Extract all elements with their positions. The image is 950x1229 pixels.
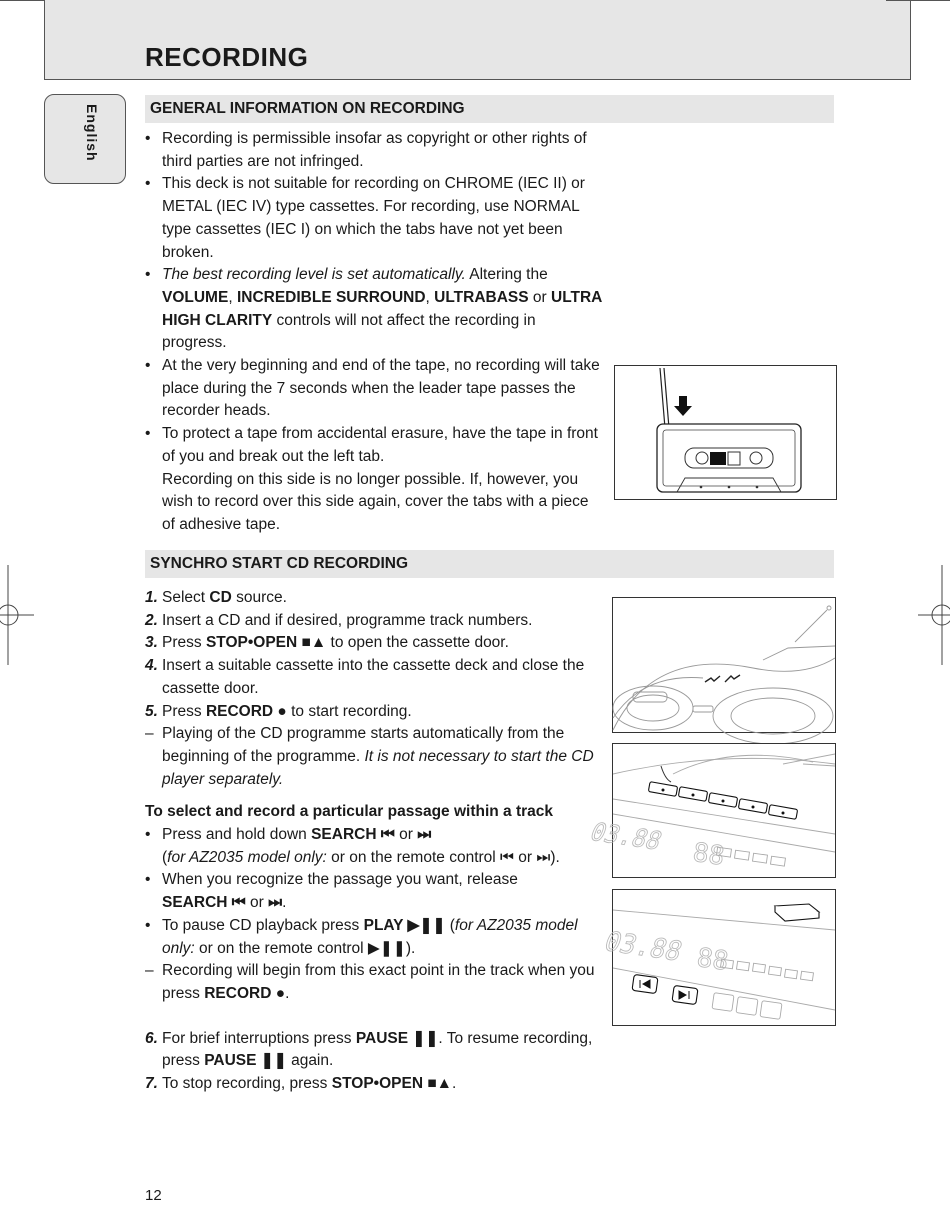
language-tab-label: English	[84, 104, 100, 162]
text: To stop recording, press	[162, 1075, 332, 1093]
header-rule	[910, 0, 911, 79]
control-name: SEARCH ⏮	[162, 894, 246, 912]
general-info-list	[145, 128, 603, 537]
control-name: SEARCH ⏮	[311, 826, 395, 844]
control-name: RECORD ●	[204, 984, 286, 1002]
text: or	[394, 826, 418, 844]
list-item: • This deck is not suitable for recording on CHROME (IEC II) or METAL (IEC IV) type cassettes. For recording, use NORMAL type cassettes (IEC I) on which the tabs have not yet been broken.	[145, 173, 603, 264]
step-item	[145, 1073, 605, 1096]
text: To pause CD playback press	[162, 916, 364, 934]
emphasis: The best recording level is set automatically.	[162, 266, 466, 284]
control-name: CD	[209, 589, 232, 606]
text: Playing of the CD programme starts automatically from the beginning of the programme.	[162, 725, 565, 765]
control-name: PAUSE ❚❚	[355, 1029, 439, 1047]
step-number: 5.	[145, 702, 158, 720]
text: or	[245, 894, 269, 912]
step-number: 1.	[145, 589, 158, 606]
section-heading-text: SYNCHRO START CD RECORDING	[150, 555, 409, 572]
text: ,	[425, 288, 435, 306]
text: Recording will begin from this exact point in the track when you press	[162, 962, 595, 1002]
section-heading-synchro	[145, 550, 834, 578]
device-display-icon	[600, 890, 835, 1025]
step-item	[145, 1028, 605, 1073]
control-name: STOP•OPEN ■▲	[331, 1075, 453, 1093]
cassette-icon	[615, 366, 836, 499]
step-number: 6.	[145, 1029, 158, 1047]
step-item	[145, 610, 605, 633]
text: Select	[162, 589, 210, 606]
text: to start recording.	[286, 702, 412, 720]
text: ,	[228, 288, 237, 306]
registration-mark-icon	[918, 565, 950, 665]
remote-search-figure	[600, 889, 836, 1026]
step-item	[145, 701, 605, 724]
cassette-door-figure	[612, 597, 836, 733]
cassette-tab-figure	[614, 365, 837, 500]
text: (	[445, 916, 455, 934]
control-name: ULTRABASS	[434, 288, 529, 306]
control-name: PAUSE ❚❚	[204, 1052, 287, 1070]
step-number: 2.	[145, 611, 158, 629]
spacer	[145, 1006, 605, 1028]
text: .	[285, 984, 290, 1002]
control-name: INCREDIBLE SURROUND	[236, 288, 426, 306]
text: again.	[286, 1052, 334, 1070]
text: .	[282, 894, 287, 912]
section-heading-text: GENERAL INFORMATION ON RECORDING	[150, 100, 465, 117]
text: Altering the	[465, 266, 548, 284]
control-name: VOLUME	[162, 288, 229, 306]
search-buttons-figure	[586, 743, 836, 878]
control-name: ⏭	[417, 826, 432, 844]
page-title: RECORDING	[145, 42, 309, 72]
control-name: PLAY ▶❚❚	[363, 916, 446, 934]
crop-mark	[886, 0, 950, 1]
step-item	[145, 655, 605, 700]
svg-text:03.88: 03.88	[586, 817, 667, 856]
text: When you recognize the passage you want, release	[162, 871, 518, 889]
step-item	[145, 587, 605, 610]
text: (	[162, 848, 168, 866]
text: controls will not affect the recording in progress.	[162, 311, 536, 352]
list-item: • At the very beginning and end of the tape, no recording will take place during the 7 seconds when the leader tape passes the recorder heads.	[145, 355, 603, 423]
list-item	[145, 264, 603, 355]
device-illustration-icon	[613, 598, 835, 732]
text: .	[452, 1075, 457, 1093]
step-number: 7.	[145, 1075, 158, 1093]
text: Insert a CD and if desired, programme track numbers.	[162, 611, 533, 629]
list-item	[145, 723, 605, 791]
registration-mark-icon	[0, 565, 34, 665]
text: or on the remote control ▶❚❚).	[194, 939, 416, 957]
device-panel-icon	[586, 744, 835, 877]
list-item: • Recording is permissible insofar as copyright or other rights of third parties are not infringed.	[145, 128, 603, 173]
list-item	[145, 915, 605, 960]
list-item	[145, 824, 605, 869]
crop-mark	[0, 0, 44, 1]
text: Press	[162, 702, 206, 720]
list-item-continuation: Recording on this side is no longer possible. If, however, you wish to record over this side again, cover the tabs with a piece of adhesive tape.	[162, 470, 589, 533]
step-number: 3.	[145, 634, 158, 652]
text: For brief interruptions press	[162, 1029, 356, 1047]
text: or on the remote control ⏮ or ⏭).	[326, 848, 560, 866]
step-item	[145, 632, 605, 655]
text: Press and hold down	[162, 826, 312, 844]
emphasis: for AZ2035 model only:	[162, 916, 578, 957]
synchro-steps	[145, 587, 605, 1096]
svg-text:88: 88	[695, 942, 731, 977]
list-item: • To protect a tape from accidental erasure, have the tape in front of you and break out the left tab.	[145, 423, 603, 468]
text: Insert a suitable cassette into the cassette deck and close the cassette door.	[162, 657, 585, 697]
step-number: 4.	[145, 657, 158, 675]
svg-text:88: 88	[691, 837, 727, 872]
control-name: RECORD ●	[205, 702, 287, 720]
list-item	[145, 869, 605, 914]
text: or	[528, 288, 551, 306]
emphasis: It is not necessary to start the CD player separately.	[162, 747, 594, 788]
text: . To resume recording, press	[162, 1029, 593, 1070]
control-name: STOP•OPEN ■▲	[205, 634, 327, 652]
control-name: ULTRA HIGH CLARITY	[162, 288, 602, 329]
svg-text:03.88: 03.88	[600, 927, 686, 968]
control-name: ⏭	[268, 894, 283, 912]
text: Press	[162, 634, 206, 652]
emphasis: for AZ2035 model only:	[167, 848, 327, 866]
list-item	[145, 960, 605, 1005]
text: to open the cassette door.	[326, 634, 509, 652]
section-heading-general	[145, 95, 834, 123]
text: source.	[231, 589, 287, 606]
subsection-heading: To select and record a particular passage within a track	[145, 803, 554, 821]
page-number: 12	[145, 1187, 162, 1204]
